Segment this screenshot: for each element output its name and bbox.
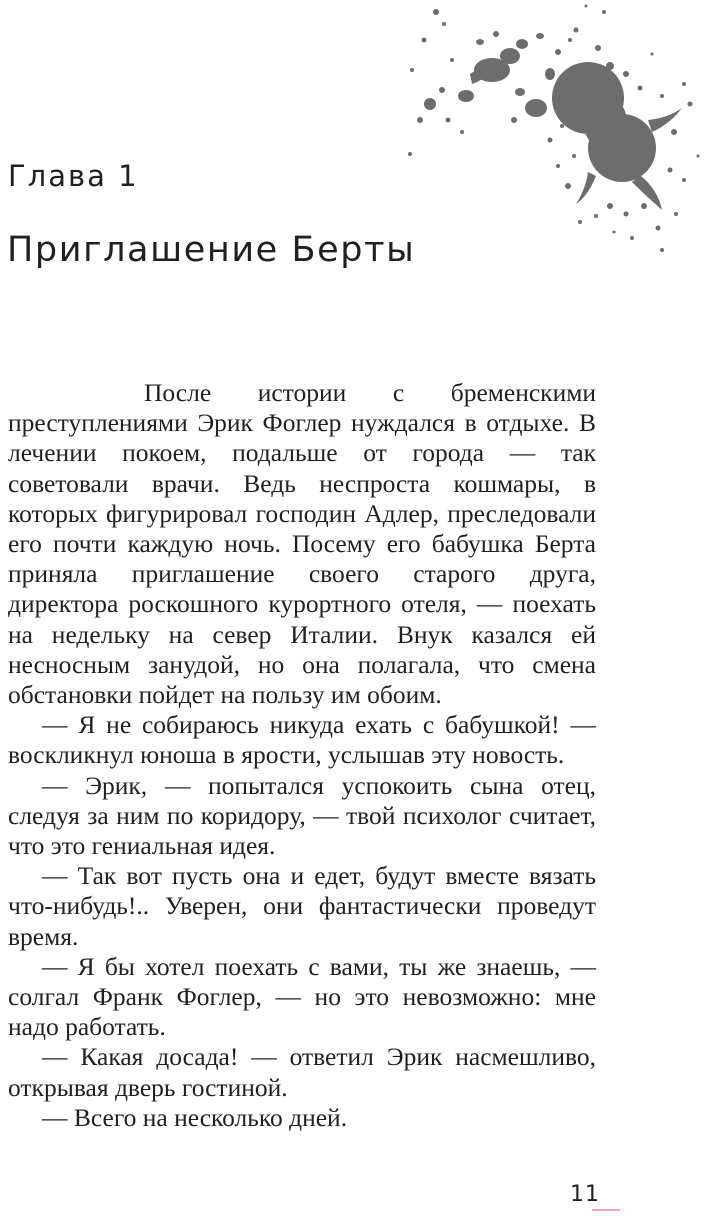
paragraph: — Всего на несколько дней. <box>42 1102 348 1132</box>
chapter-title: Приглашение Берты <box>7 230 416 270</box>
paragraph: — Я бы хотел поехать с вами, ты же знаешь, — солгал Франк Фоглер, — но это невозможно: мне надо работать. <box>8 951 596 1042</box>
paragraph: — Эрик, — попытался успокоить сына отец, следуя за ним по коридору, — твой психолог считает, что это гениальная идея. <box>8 770 596 861</box>
chapter-label: Глава 1 <box>8 159 139 193</box>
page-number-rule <box>592 1209 620 1211</box>
ink-splatter-icon <box>400 0 704 270</box>
paragraph: — Какая досада! — ответил Эрик насмешливо, открывая дверь гостиной. <box>8 1042 596 1102</box>
page-number: 11 <box>570 1182 600 1207</box>
body-text <box>8 378 596 1133</box>
paragraph: — Так вот пусть она и едет, будут вместе вязать что-нибудь!.. Уверен, они фантастически проведут время. <box>8 861 596 951</box>
paragraph: — Я не собираюсь никуда ехать с бабушкой! — воскликнул юноша в ярости, услышав эту новость. <box>8 710 596 770</box>
paragraph: После истории с бременскими преступлениями Эрик Фоглер нуждался в отдыхе. В лечении покоем, подальше от города — так советовали врачи. Ведь неспроста кошмары, в которых фигурировал господин Адлер, преследовали его почти каждую ночь. Посему его бабушка Берта приняла приглашение своего старого друга, директора роскошного курортного отеля, — поехать на недельку на север Италии. Внук казался ей несносным занудой, но она полагала, что смена обстановки пойдет на пользу им обоим. <box>8 378 596 710</box>
